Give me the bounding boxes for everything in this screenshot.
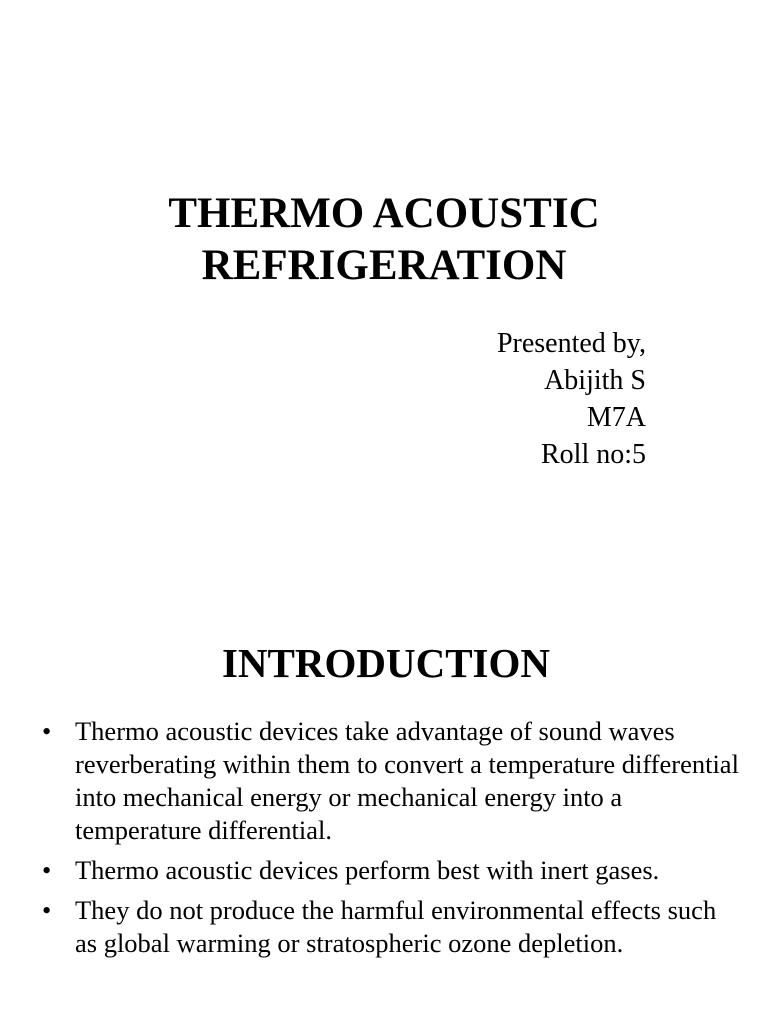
section-heading: INTRODUCTION xyxy=(221,640,551,686)
bullet-text: They do not produce the harmful environmental effects such as global warming or stratospheric ozone depletion. xyxy=(75,895,717,958)
slide-title-line-1: THERMO ACOUSTIC xyxy=(168,190,600,237)
presenter-name: Abijith S xyxy=(544,365,646,396)
bullet-icon: • xyxy=(42,855,52,885)
list-item xyxy=(42,894,742,960)
presenter-class: M7A xyxy=(586,402,646,433)
list-item xyxy=(42,715,742,847)
presenter-info xyxy=(497,325,646,473)
presenter-roll-no: Roll no:5 xyxy=(540,439,646,470)
bullet-icon: • xyxy=(42,895,52,925)
slide-title xyxy=(0,188,768,292)
presented-by-label: Presented by, xyxy=(496,328,646,359)
bullet-list xyxy=(42,715,742,967)
bullet-text: Thermo acoustic devices take advantage of sound waves reverberating within them to convert a temperature differential into mechanical energy or mechanical energy into a temperature differential. xyxy=(75,716,739,845)
bullet-text: Thermo acoustic devices perform best with inert gases. xyxy=(75,855,660,885)
list-item xyxy=(42,854,742,887)
bullet-icon: • xyxy=(42,716,52,746)
introduction-slide xyxy=(0,512,768,1024)
slide-title-line-2: REFRIGERATION xyxy=(201,242,567,289)
